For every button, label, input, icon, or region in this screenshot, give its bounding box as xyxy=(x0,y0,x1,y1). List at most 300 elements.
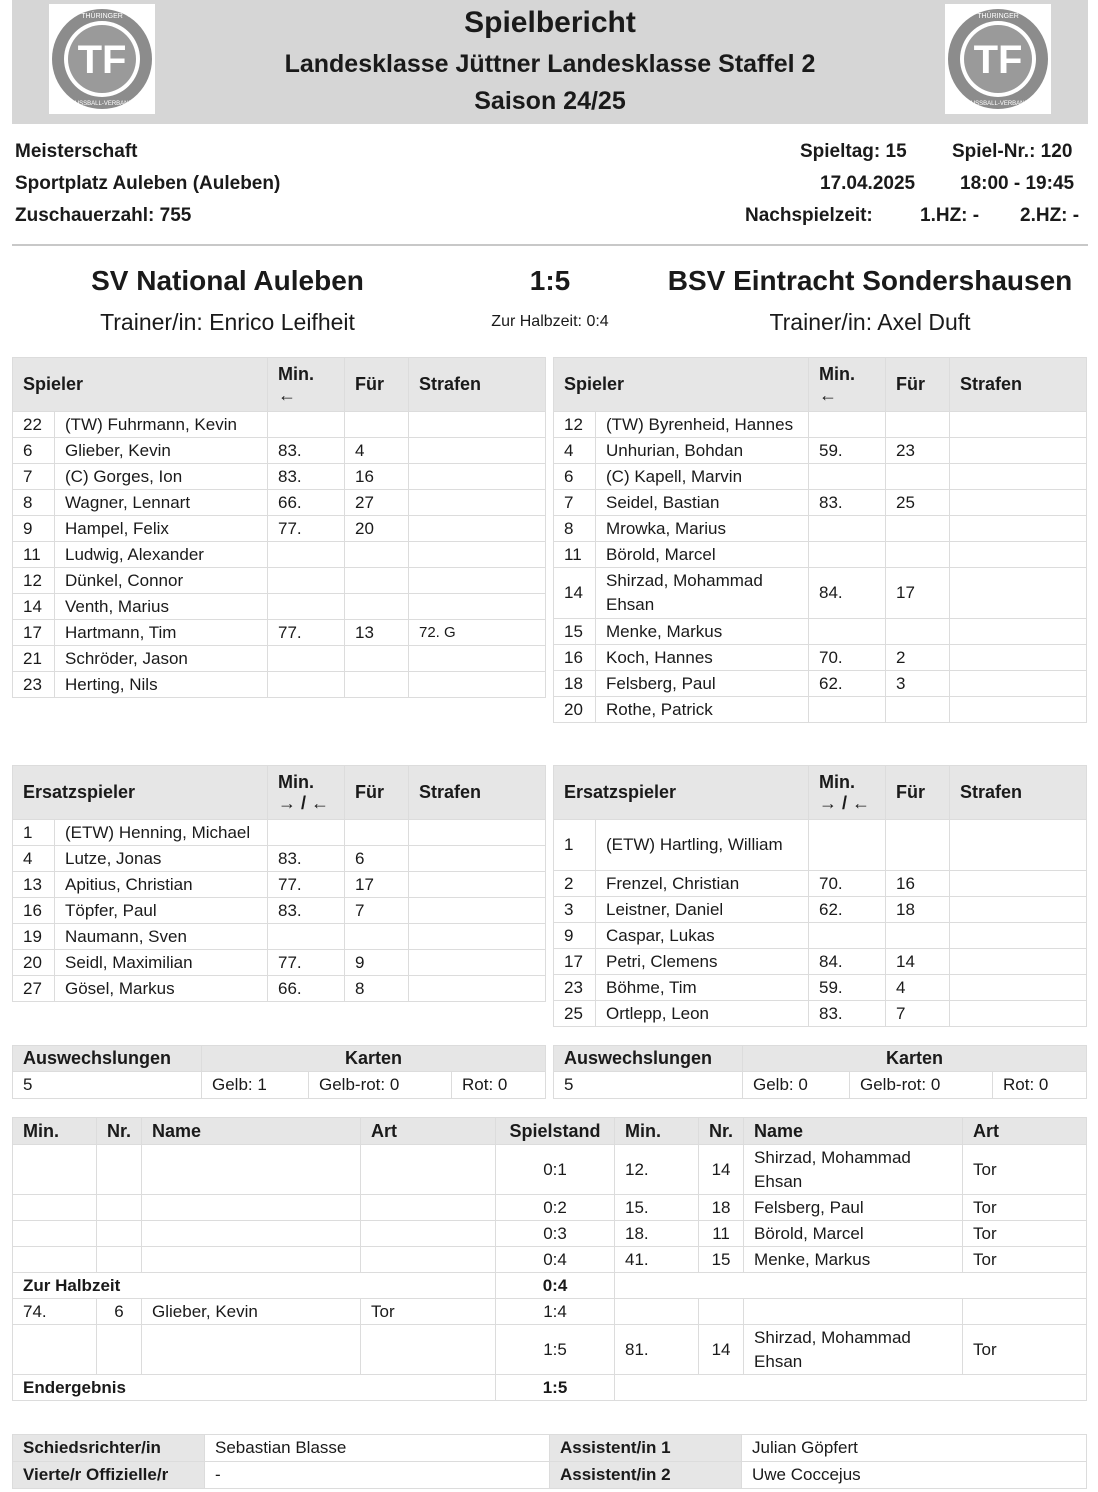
tfv-logo-icon xyxy=(945,4,1051,114)
away-event-number: 11 xyxy=(699,1221,744,1247)
match-number: Spiel-Nr.: 120 xyxy=(952,141,1073,162)
assistant1-label: Assistent/in 1 xyxy=(550,1435,742,1462)
player-number: 14 xyxy=(554,568,596,619)
player-name: Lutze, Jonas xyxy=(55,846,268,872)
player-row xyxy=(554,542,1087,568)
player-minute: 77. xyxy=(268,516,345,542)
player-row xyxy=(13,594,546,620)
yellow-red-cards: Gelb-rot: 0 xyxy=(309,1072,452,1099)
col-home-nr: Nr. xyxy=(97,1118,142,1145)
player-name: Hampel, Felix xyxy=(55,516,268,542)
home-trainer: Trainer/in: Enrico Leifheit xyxy=(100,309,355,335)
player-number: 8 xyxy=(554,516,596,542)
col-strafen: Strafen xyxy=(409,358,546,412)
player-penalties xyxy=(950,645,1087,671)
player-row xyxy=(554,1001,1087,1027)
player-row xyxy=(13,950,546,976)
referee-name: Sebastian Blasse xyxy=(205,1435,550,1462)
home-event-player xyxy=(142,1325,361,1375)
player-penalties xyxy=(409,646,546,672)
substitution-count: 5 xyxy=(13,1072,202,1099)
player-minute: 70. xyxy=(809,871,886,897)
player-name: Unhurian, Bohdan xyxy=(596,438,809,464)
player-replaced-for: 2 xyxy=(886,645,950,671)
player-name: Koch, Hannes xyxy=(596,645,809,671)
player-row xyxy=(554,619,1087,645)
event-score: 0:4 xyxy=(496,1273,615,1299)
event-row xyxy=(13,1299,1087,1325)
home-event-number: 6 xyxy=(97,1299,142,1325)
player-number: 8 xyxy=(13,490,55,516)
player-penalties xyxy=(409,412,546,438)
player-replaced-for xyxy=(886,923,950,949)
player-name: Seidel, Bastian xyxy=(596,490,809,516)
player-replaced-for xyxy=(345,924,409,950)
event-row xyxy=(13,1145,1087,1195)
halftime-row xyxy=(13,1273,1087,1299)
divider xyxy=(12,244,1088,246)
player-row xyxy=(554,949,1087,975)
season: Saison 24/25 xyxy=(474,87,626,115)
away-event-minute: 15. xyxy=(615,1195,699,1221)
player-name: Hartmann, Tim xyxy=(55,620,268,646)
player-replaced-for xyxy=(886,619,950,645)
player-number: 14 xyxy=(13,594,55,620)
player-minute xyxy=(809,619,886,645)
player-row xyxy=(554,568,1087,619)
away-trainer: Trainer/in: Axel Duft xyxy=(769,309,971,335)
player-number: 4 xyxy=(554,438,596,464)
player-penalties xyxy=(950,464,1087,490)
association-logo-right xyxy=(945,4,1051,114)
col-strafen: Strafen xyxy=(950,358,1087,412)
spectators: Zuschauerzahl: 755 xyxy=(15,205,192,226)
player-penalties xyxy=(409,924,546,950)
player-replaced-for: 13 xyxy=(345,620,409,646)
home-summary-table xyxy=(12,1045,546,1099)
competition-type: Meisterschaft xyxy=(15,141,138,162)
logo-text-top: THÜRINGER xyxy=(81,13,123,20)
col-min xyxy=(268,766,345,820)
player-replaced-for xyxy=(345,820,409,846)
player-number: 7 xyxy=(554,490,596,516)
player-name: Felsberg, Paul xyxy=(596,671,809,697)
player-row xyxy=(554,871,1087,897)
player-row xyxy=(554,923,1087,949)
player-row xyxy=(554,490,1087,516)
player-row xyxy=(13,412,546,438)
final-score: 1:5 xyxy=(529,265,571,296)
col-home-art: Art xyxy=(361,1118,496,1145)
player-number: 1 xyxy=(13,820,55,846)
player-minute: 59. xyxy=(809,438,886,464)
col-auswechslungen: Auswechslungen xyxy=(13,1046,202,1072)
player-name: Seidl, Maximilian xyxy=(55,950,268,976)
player-minute xyxy=(268,542,345,568)
player-row xyxy=(13,924,546,950)
col-spieler: Spieler xyxy=(13,358,268,412)
player-number: 18 xyxy=(554,671,596,697)
player-row xyxy=(554,464,1087,490)
col-away-name: Name xyxy=(744,1118,963,1145)
empty-cell xyxy=(615,1375,1087,1401)
home-event-minute xyxy=(13,1145,97,1195)
player-number: 17 xyxy=(554,949,596,975)
player-number: 7 xyxy=(13,464,55,490)
player-number: 20 xyxy=(554,697,596,723)
yellow-cards: Gelb: 0 xyxy=(743,1072,850,1099)
col-fuer: Für xyxy=(345,766,409,820)
home-event-minute xyxy=(13,1221,97,1247)
player-number: 6 xyxy=(13,438,55,464)
halftime-score: Zur Halbzeit: 0:4 xyxy=(491,313,609,330)
player-minute xyxy=(268,594,345,620)
player-replaced-for: 20 xyxy=(345,516,409,542)
away-event-number xyxy=(699,1299,744,1325)
col-home-name: Name xyxy=(142,1118,361,1145)
player-name: Rothe, Patrick xyxy=(596,697,809,723)
away-event-minute: 41. xyxy=(615,1247,699,1273)
player-row xyxy=(13,872,546,898)
col-min xyxy=(268,358,345,412)
player-name: Börold, Marcel xyxy=(596,542,809,568)
player-penalties: 72. G xyxy=(409,620,546,646)
logo-monogram: TF xyxy=(77,38,127,82)
player-minute: 62. xyxy=(809,897,886,923)
player-minute xyxy=(268,646,345,672)
home-event-minute xyxy=(13,1195,97,1221)
extra-time-second-half: 2.HZ: - xyxy=(1020,205,1080,226)
player-name: Naumann, Sven xyxy=(55,924,268,950)
player-number: 22 xyxy=(13,412,55,438)
substitution-count: 5 xyxy=(554,1072,743,1099)
player-number: 3 xyxy=(554,897,596,923)
yellow-cards: Gelb: 1 xyxy=(202,1072,309,1099)
player-penalties xyxy=(950,697,1087,723)
player-minute xyxy=(268,412,345,438)
player-replaced-for xyxy=(345,672,409,698)
player-number: 15 xyxy=(554,619,596,645)
player-row xyxy=(554,438,1087,464)
player-number: 20 xyxy=(13,950,55,976)
player-replaced-for: 4 xyxy=(886,975,950,1001)
extra-time-label: Nachspielzeit: xyxy=(745,205,873,226)
away-event-number: 15 xyxy=(699,1247,744,1273)
player-replaced-for xyxy=(345,568,409,594)
player-replaced-for: 17 xyxy=(886,568,950,619)
event-score: 1:5 xyxy=(496,1325,615,1375)
event-row xyxy=(13,1325,1087,1375)
logo-text-bottom: FUSSBALL-VERBAND xyxy=(71,101,133,107)
col-min-label: Min. xyxy=(819,363,855,384)
player-replaced-for: 7 xyxy=(345,898,409,924)
player-name: Herting, Nils xyxy=(55,672,268,698)
player-penalties xyxy=(950,820,1087,871)
player-name: Shirzad, Mohammad Ehsan xyxy=(596,568,809,619)
away-event-number: 18 xyxy=(699,1195,744,1221)
away-event-number: 14 xyxy=(699,1145,744,1195)
player-row xyxy=(13,568,546,594)
home-event-player xyxy=(142,1145,361,1195)
player-minute: 66. xyxy=(268,490,345,516)
player-name: Petri, Clemens xyxy=(596,949,809,975)
league-name: Landesklasse Jüttner Landesklasse Staffel 2 xyxy=(284,50,816,78)
player-name: Mrowka, Marius xyxy=(596,516,809,542)
col-spieler: Spieler xyxy=(554,358,809,412)
player-replaced-for: 16 xyxy=(886,871,950,897)
col-auswechslungen: Auswechslungen xyxy=(554,1046,743,1072)
player-minute: 62. xyxy=(809,671,886,697)
player-name: Frenzel, Christian xyxy=(596,871,809,897)
arrow-left-icon: ← xyxy=(278,384,296,405)
final-result-label: Endergebnis xyxy=(13,1375,496,1401)
player-name: Schröder, Jason xyxy=(55,646,268,672)
player-penalties xyxy=(950,438,1087,464)
col-home-min: Min. xyxy=(13,1118,97,1145)
home-event-player: Glieber, Kevin xyxy=(142,1299,361,1325)
player-row xyxy=(554,412,1087,438)
player-penalties xyxy=(950,871,1087,897)
final-result-row xyxy=(13,1375,1087,1401)
player-replaced-for: 27 xyxy=(345,490,409,516)
player-penalties xyxy=(409,950,546,976)
player-replaced-for: 18 xyxy=(886,897,950,923)
player-minute: 83. xyxy=(268,464,345,490)
event-row xyxy=(13,1247,1087,1273)
home-event-minute: 74. xyxy=(13,1299,97,1325)
player-name: Menke, Markus xyxy=(596,619,809,645)
home-event-number xyxy=(97,1221,142,1247)
away-event-minute: 18. xyxy=(615,1221,699,1247)
player-name: (C) Gorges, Ion xyxy=(55,464,268,490)
player-penalties xyxy=(409,568,546,594)
away-event-type: Tor xyxy=(963,1247,1087,1273)
venue: Sportplatz Auleben (Auleben) xyxy=(15,173,281,194)
player-number: 17 xyxy=(13,620,55,646)
player-penalties xyxy=(950,923,1087,949)
player-penalties xyxy=(950,490,1087,516)
col-min-label: Min. xyxy=(278,363,314,384)
home-event-type xyxy=(361,1325,496,1375)
player-replaced-for xyxy=(886,464,950,490)
player-number: 11 xyxy=(554,542,596,568)
player-replaced-for xyxy=(345,412,409,438)
col-away-art: Art xyxy=(963,1118,1087,1145)
player-number: 11 xyxy=(13,542,55,568)
assistant2-name: Uwe Coccejus xyxy=(742,1462,1087,1489)
player-penalties xyxy=(409,672,546,698)
player-row xyxy=(13,464,546,490)
player-minute: 83. xyxy=(268,898,345,924)
player-name: Böhme, Tim xyxy=(596,975,809,1001)
player-minute: 77. xyxy=(268,872,345,898)
player-minute: 77. xyxy=(268,620,345,646)
player-name: Glieber, Kevin xyxy=(55,438,268,464)
player-replaced-for xyxy=(345,542,409,568)
player-minute: 83. xyxy=(268,438,345,464)
player-row xyxy=(554,975,1087,1001)
player-number: 1 xyxy=(554,820,596,871)
player-replaced-for: 16 xyxy=(345,464,409,490)
player-name: Venth, Marius xyxy=(55,594,268,620)
col-away-min: Min. xyxy=(615,1118,699,1145)
officials-table xyxy=(12,1434,1087,1489)
player-row xyxy=(554,820,1087,871)
player-replaced-for xyxy=(886,412,950,438)
player-penalties xyxy=(950,568,1087,619)
player-minute xyxy=(809,697,886,723)
player-name: Caspar, Lukas xyxy=(596,923,809,949)
player-penalties xyxy=(950,975,1087,1001)
player-row xyxy=(13,898,546,924)
away-summary-table xyxy=(553,1045,1087,1099)
home-event-player xyxy=(142,1247,361,1273)
col-karten: Karten xyxy=(743,1046,1087,1072)
col-away-nr: Nr. xyxy=(699,1118,744,1145)
player-replaced-for: 4 xyxy=(345,438,409,464)
player-number: 16 xyxy=(554,645,596,671)
player-penalties xyxy=(950,516,1087,542)
col-min-label: Min. xyxy=(819,771,855,792)
logo-text-bottom: FUSSBALL-VERBAND xyxy=(967,101,1029,107)
player-replaced-for: 14 xyxy=(886,949,950,975)
player-replaced-for: 7 xyxy=(886,1001,950,1027)
home-event-number xyxy=(97,1145,142,1195)
extra-time-first-half: 1.HZ: - xyxy=(920,205,980,226)
player-minute xyxy=(809,542,886,568)
player-number: 12 xyxy=(554,412,596,438)
player-name: (ETW) Henning, Michael xyxy=(55,820,268,846)
home-event-player xyxy=(142,1221,361,1247)
player-penalties xyxy=(950,671,1087,697)
player-name: Apitius, Christian xyxy=(55,872,268,898)
empty-cell xyxy=(615,1273,1087,1299)
col-ersatzspieler: Ersatzspieler xyxy=(13,766,268,820)
red-cards: Rot: 0 xyxy=(993,1072,1087,1099)
referee-label: Schiedsrichter/in xyxy=(13,1435,205,1462)
player-penalties xyxy=(409,898,546,924)
player-number: 2 xyxy=(554,871,596,897)
player-penalties xyxy=(409,438,546,464)
away-event-minute xyxy=(615,1299,699,1325)
away-event-player: Menke, Markus xyxy=(744,1247,963,1273)
player-replaced-for xyxy=(345,646,409,672)
arrow-in-out-icon: → / ← xyxy=(819,792,871,813)
matchday: Spieltag: 15 xyxy=(800,141,907,162)
col-strafen: Strafen xyxy=(409,766,546,820)
player-number: 23 xyxy=(554,975,596,1001)
logo-text-top: THÜRINGER xyxy=(977,13,1019,20)
away-event-minute: 81. xyxy=(615,1325,699,1375)
away-substitutes-table xyxy=(553,765,1087,1027)
col-min xyxy=(809,358,886,412)
player-minute: 83. xyxy=(809,1001,886,1027)
player-penalties xyxy=(409,976,546,1002)
arrow-in-out-icon: → / ← xyxy=(278,792,330,813)
player-name: Ortlepp, Leon xyxy=(596,1001,809,1027)
player-minute: 84. xyxy=(809,949,886,975)
player-replaced-for: 17 xyxy=(345,872,409,898)
player-name: Gösel, Markus xyxy=(55,976,268,1002)
player-penalties xyxy=(409,594,546,620)
player-number: 16 xyxy=(13,898,55,924)
player-minute: 77. xyxy=(268,950,345,976)
away-event-player: Shirzad, Mohammad Ehsan xyxy=(744,1325,963,1375)
player-minute: 59. xyxy=(809,975,886,1001)
player-row xyxy=(554,897,1087,923)
away-event-player: Börold, Marcel xyxy=(744,1221,963,1247)
player-minute xyxy=(268,568,345,594)
player-minute xyxy=(809,923,886,949)
player-row xyxy=(13,672,546,698)
home-team-name: SV National Auleben xyxy=(91,265,364,296)
player-name: (TW) Byrenheid, Hannes xyxy=(596,412,809,438)
player-minute xyxy=(268,820,345,846)
event-row xyxy=(13,1195,1087,1221)
match-date: 17.04.2025 xyxy=(820,173,916,194)
report-title: Spielbericht xyxy=(464,6,636,39)
player-penalties xyxy=(409,846,546,872)
player-name: Ludwig, Alexander xyxy=(55,542,268,568)
player-number: 9 xyxy=(13,516,55,542)
event-score: 0:3 xyxy=(496,1221,615,1247)
home-event-player xyxy=(142,1195,361,1221)
player-minute: 84. xyxy=(809,568,886,619)
away-event-type: Tor xyxy=(963,1325,1087,1375)
player-name: Wagner, Lennart xyxy=(55,490,268,516)
away-team-name: BSV Eintracht Sondershausen xyxy=(667,265,1073,296)
home-event-type xyxy=(361,1221,496,1247)
assistant2-label: Assistent/in 2 xyxy=(550,1462,742,1489)
away-event-type: Tor xyxy=(963,1221,1087,1247)
event-row xyxy=(13,1221,1087,1247)
player-replaced-for xyxy=(345,594,409,620)
home-event-type xyxy=(361,1145,496,1195)
player-row xyxy=(13,976,546,1002)
player-replaced-for xyxy=(886,820,950,871)
home-event-number xyxy=(97,1195,142,1221)
player-penalties xyxy=(409,872,546,898)
player-name: Dünkel, Connor xyxy=(55,568,268,594)
halftime-label: Zur Halbzeit xyxy=(13,1273,496,1299)
player-row xyxy=(13,490,546,516)
home-event-type xyxy=(361,1195,496,1221)
player-minute: 83. xyxy=(809,490,886,516)
player-number: 21 xyxy=(13,646,55,672)
home-event-minute xyxy=(13,1325,97,1375)
home-event-number xyxy=(97,1247,142,1273)
event-score: 0:4 xyxy=(496,1247,615,1273)
player-number: 25 xyxy=(554,1001,596,1027)
assistant1-name: Julian Göpfert xyxy=(742,1435,1087,1462)
player-row xyxy=(13,542,546,568)
player-penalties xyxy=(950,542,1087,568)
report-header xyxy=(12,0,1088,124)
player-replaced-for: 8 xyxy=(345,976,409,1002)
player-row xyxy=(554,645,1087,671)
player-number: 6 xyxy=(554,464,596,490)
player-penalties xyxy=(950,619,1087,645)
home-event-type: Tor xyxy=(361,1299,496,1325)
home-event-number xyxy=(97,1325,142,1375)
player-row xyxy=(554,697,1087,723)
col-min-label: Min. xyxy=(278,771,314,792)
player-replaced-for xyxy=(886,697,950,723)
col-ersatzspieler: Ersatzspieler xyxy=(554,766,809,820)
col-karten: Karten xyxy=(202,1046,546,1072)
away-event-minute: 12. xyxy=(615,1145,699,1195)
fourth-official-label: Vierte/r Offizielle/r xyxy=(13,1462,205,1489)
